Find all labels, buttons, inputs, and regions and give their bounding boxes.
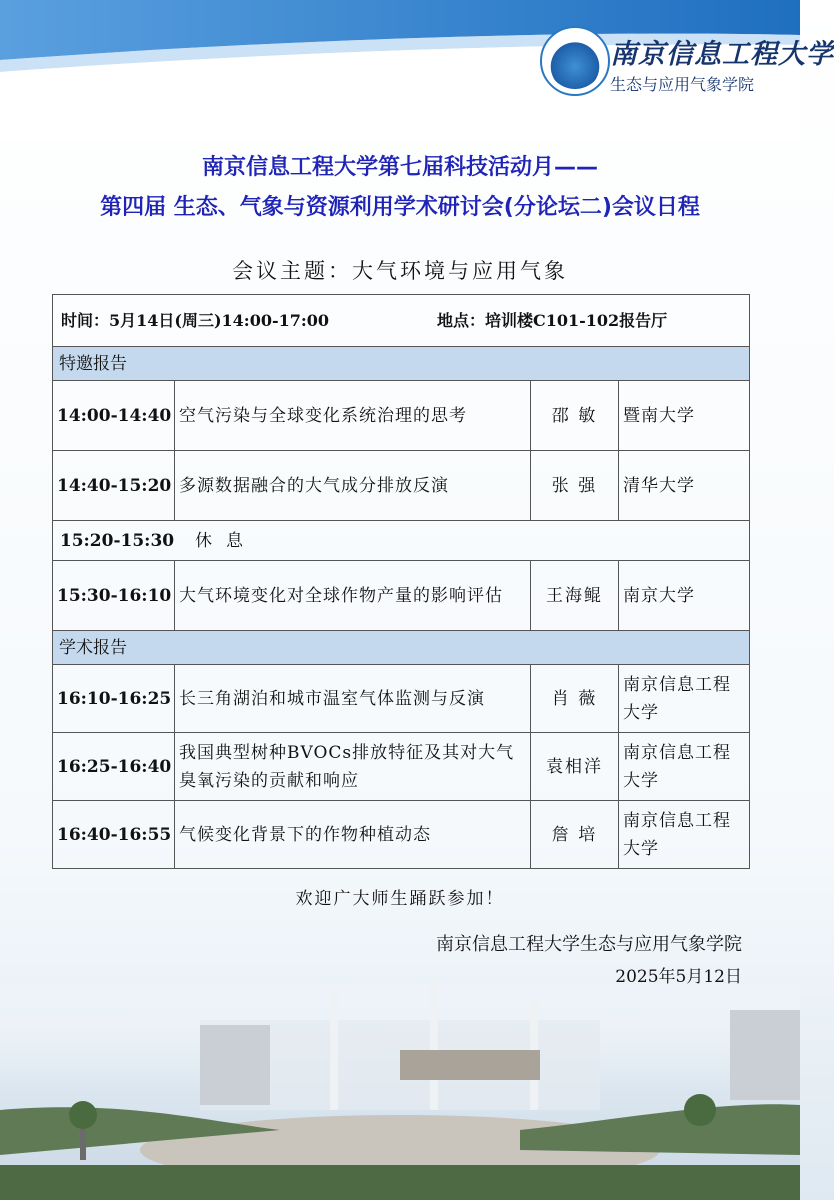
- table-row: [53, 381, 750, 451]
- title-line-2: 第四届 生态、气象与资源利用学术研讨会(分论坛二)会议日程: [100, 195, 700, 220]
- talk-speaker: 邵 敏: [531, 381, 619, 451]
- talk-topic: 我国典型树种BVOCs排放特征及其对大气臭氧污染的贡献和响应: [175, 733, 531, 801]
- table-row: [53, 451, 750, 521]
- conference-theme: 会议主题：大气环境与应用气象: [232, 259, 568, 283]
- talk-time: 16:10-16:25: [53, 665, 175, 733]
- title-line-1: 南京信息工程大学第七届科技活动月——: [201, 155, 598, 180]
- talk-time: 16:25-16:40: [53, 733, 175, 801]
- university-logo: [540, 26, 610, 96]
- talk-speaker: 张 强: [531, 451, 619, 521]
- logo-emblem-icon: [547, 33, 603, 89]
- talk-topic: 长三角湖泊和城市温室气体监测与反演: [175, 665, 531, 733]
- header-banner: [0, 0, 834, 140]
- meeting-location: 地点：培训楼C101-102报告厅: [437, 310, 668, 330]
- talk-organization: 暨南大学: [619, 381, 750, 451]
- talk-organization: 南京信息工程大学: [619, 733, 750, 801]
- university-name: 南京信息工程大学: [610, 39, 834, 70]
- talk-speaker: 王海鲲: [531, 561, 619, 631]
- footer-date: 2025年5月12日: [615, 967, 742, 987]
- meeting-time: 时间：5月14日(周三)14:00-17:00: [61, 310, 330, 330]
- footer-organization: 南京信息工程大学生态与应用气象学院: [436, 934, 742, 955]
- table-row: [53, 801, 750, 869]
- talk-speaker: 肖 薇: [531, 665, 619, 733]
- campus-background-image: [0, 980, 800, 1200]
- talk-organization: 南京信息工程大学: [619, 665, 750, 733]
- talk-topic: 气候变化背景下的作物种植动态: [175, 801, 531, 869]
- talk-topic: 大气环境变化对全球作物产量的影响评估: [175, 561, 531, 631]
- break-time: 15:20-15:30: [59, 530, 175, 551]
- talk-time: 14:40-15:20: [53, 451, 175, 521]
- break-label: 休息: [195, 530, 257, 551]
- section-header-academic: 学术报告: [53, 631, 750, 665]
- break-row: [53, 521, 750, 561]
- talk-organization: 南京大学: [619, 561, 750, 631]
- talk-time: 14:00-14:40: [53, 381, 175, 451]
- talk-topic: 多源数据融合的大气成分排放反演: [175, 451, 531, 521]
- talk-time: 16:40-16:55: [53, 801, 175, 869]
- college-name: 生态与应用气象学院: [610, 75, 755, 94]
- talk-organization: 清华大学: [619, 451, 750, 521]
- info-row: [53, 295, 750, 347]
- talk-time: 15:30-16:10: [53, 561, 175, 631]
- section-header-invited: 特邀报告: [53, 347, 750, 381]
- table-row: [53, 665, 750, 733]
- welcome-message: 欢迎广大师生踊跃参加！: [295, 889, 505, 909]
- table-row: [53, 561, 750, 631]
- talk-speaker: 詹 培: [531, 801, 619, 869]
- talk-organization: 南京信息工程大学: [619, 801, 750, 869]
- talk-speaker: 袁相洋: [531, 733, 619, 801]
- schedule-table: [52, 294, 750, 869]
- table-row: [53, 733, 750, 801]
- talk-topic: 空气污染与全球变化系统治理的思考: [175, 381, 531, 451]
